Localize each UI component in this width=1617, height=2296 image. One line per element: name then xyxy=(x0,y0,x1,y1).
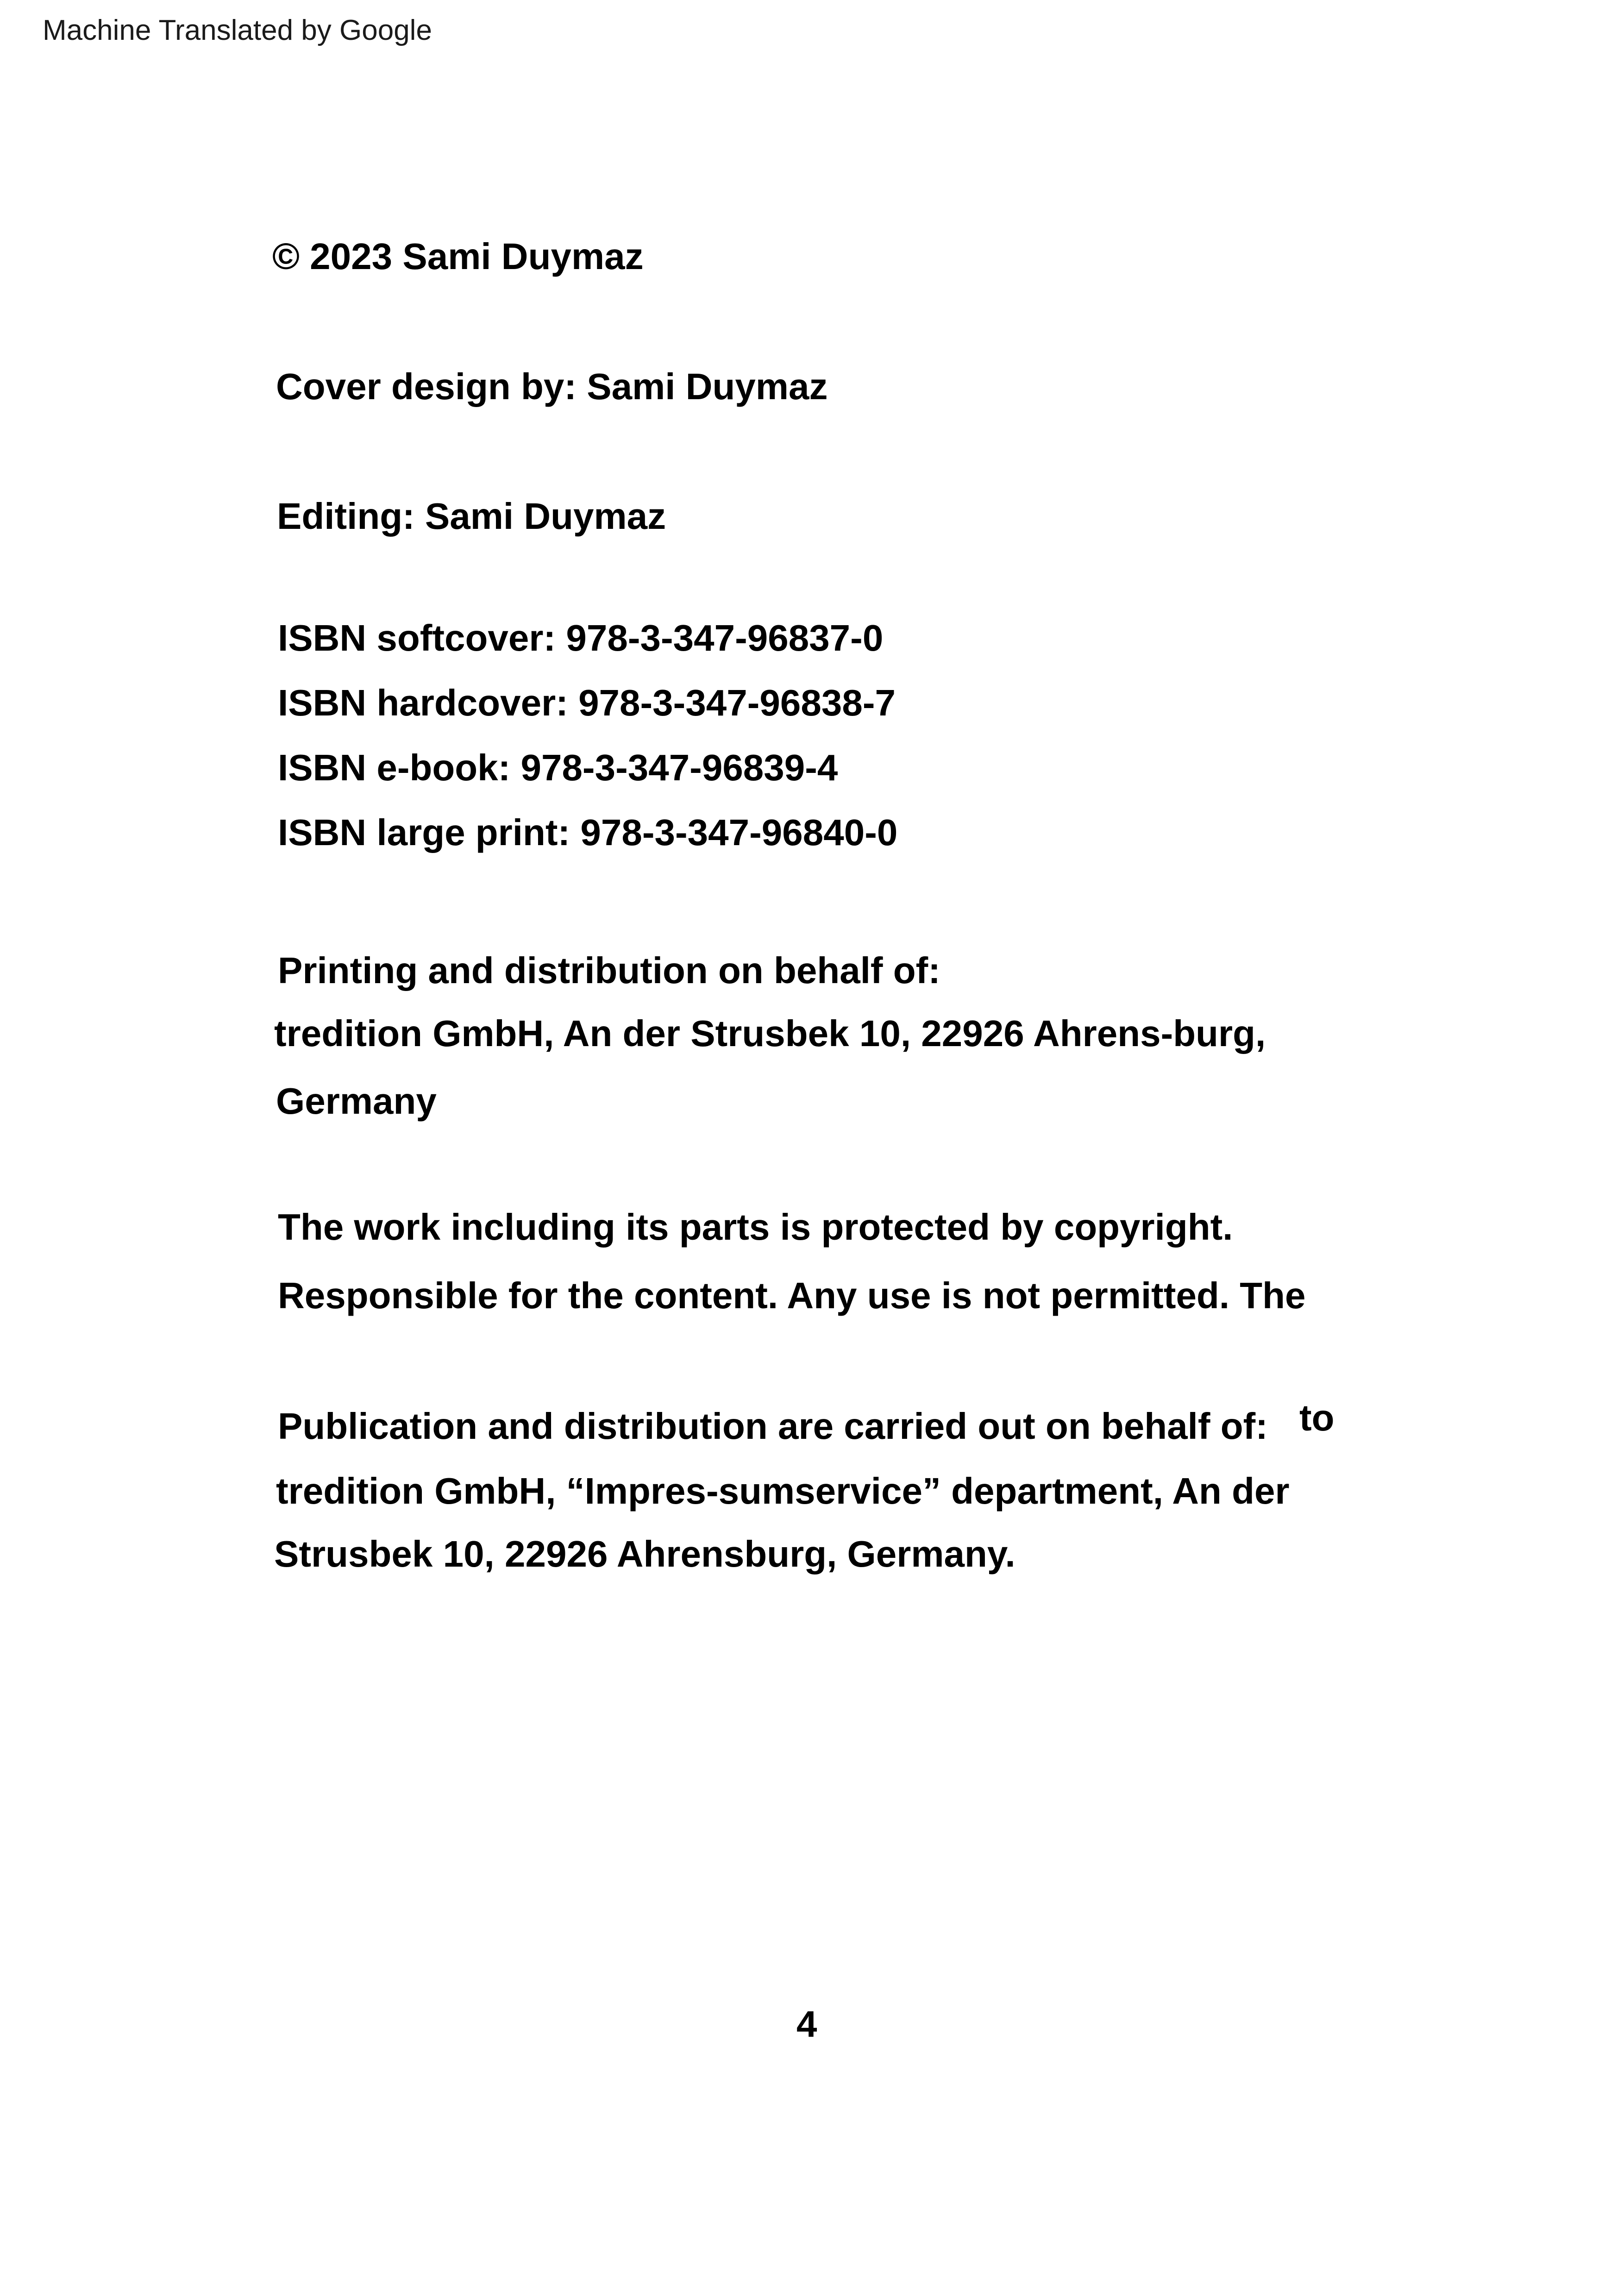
copyright-line: © 2023 Sami Duymaz xyxy=(272,236,644,277)
isbn-ebook-line: ISBN e-book: 978-3-347-96839-4 xyxy=(278,747,838,788)
responsibility-line: Responsible for the content. Any use is not permitted. The xyxy=(278,1275,1306,1316)
editing-line: Editing: Sami Duymaz xyxy=(277,496,666,537)
copyright-notice-line: The work including its parts is protected by copyright. xyxy=(278,1206,1233,1248)
page-number: 4 xyxy=(796,2003,817,2045)
isbn-hardcover-line: ISBN hardcover: 978-3-347-96838-7 xyxy=(278,682,896,723)
printing-country-line: Germany xyxy=(276,1080,437,1122)
printing-heading: Printing and distribution on behalf of: xyxy=(278,950,940,991)
stray-word: to xyxy=(1299,1397,1335,1438)
publication-heading: Publication and distribution are carried out on behalf of: xyxy=(278,1405,1268,1447)
printing-address-line: tredition GmbH, An der Strusbek 10, 22926 Ahrens-burg, xyxy=(274,1013,1266,1054)
publication-city-line: Strusbek 10, 22926 Ahrensburg, Germany. xyxy=(274,1533,1015,1575)
isbn-softcover-line: ISBN softcover: 978-3-347-96837-0 xyxy=(278,617,884,659)
machine-translation-banner: Machine Translated by Google xyxy=(43,14,432,46)
isbn-large-print-line: ISBN large print: 978-3-347-96840-0 xyxy=(278,812,898,853)
publication-address-line: tredition GmbH, “Impres-sumservice” department, An der xyxy=(276,1470,1290,1512)
cover-design-line: Cover design by: Sami Duymaz xyxy=(276,366,828,407)
